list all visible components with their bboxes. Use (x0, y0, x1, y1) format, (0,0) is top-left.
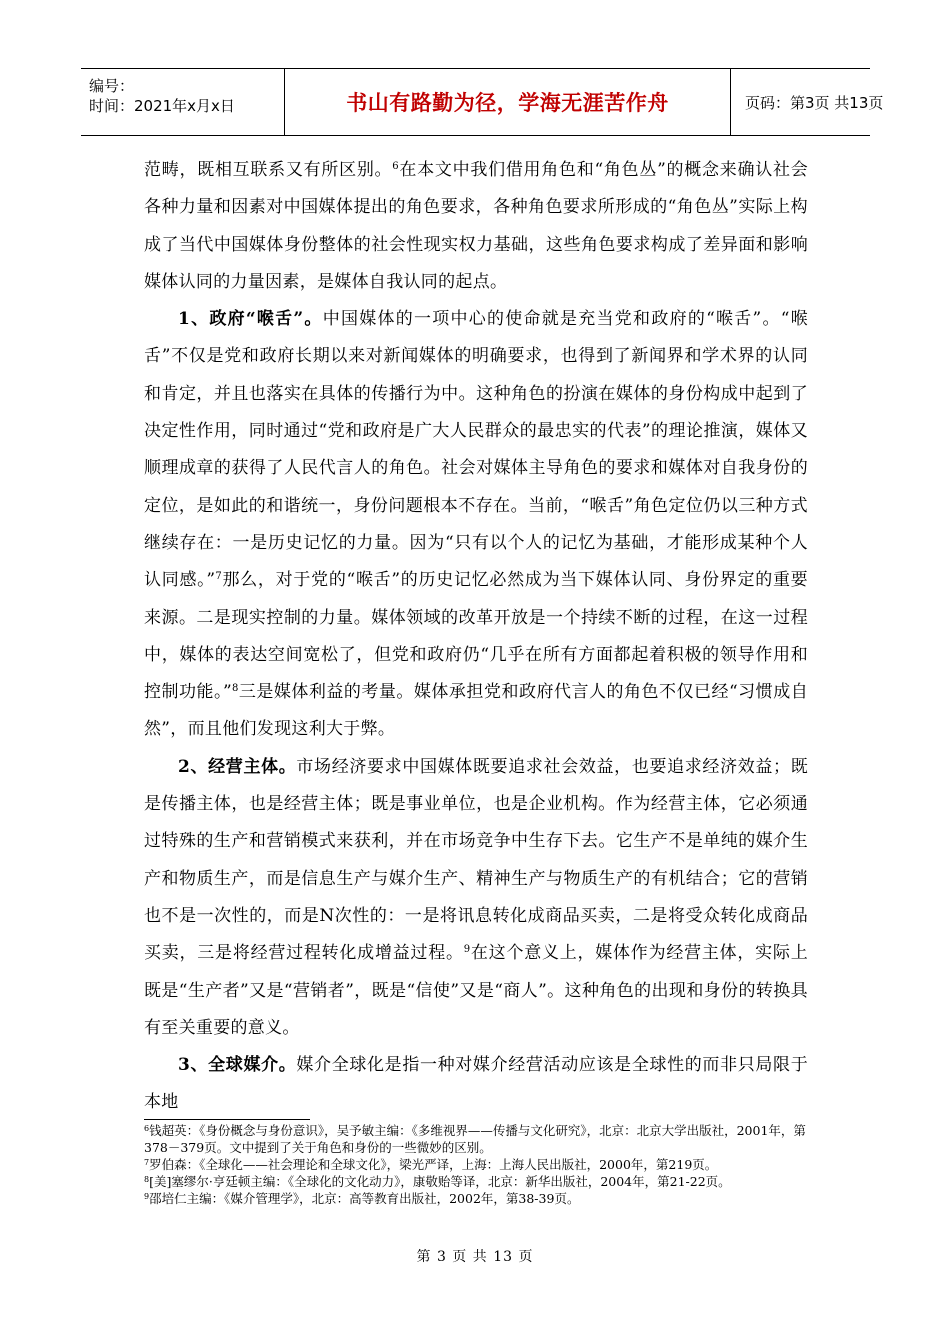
footnote-text: 罗伯森：《全球化——社会理论和全球文化》，梁光严译，上海：上海人民出版社，2000年，第219页。 (149, 1157, 718, 1172)
paragraph-text: 在这个意义上，媒体作为经营主体，实际上既是“生产者”又是“营销者”，既是“信使”又是“商人”。这种角色的出现和身份的转换具有至关重要的意义。 (144, 943, 808, 1038)
footnote-item (144, 1156, 808, 1173)
page-footer: 第 3 页 共 13 页 (416, 1249, 534, 1265)
footnote-ref[interactable]: 6 (392, 161, 399, 172)
document-time-label: 时间：2021年x月x日 (89, 97, 235, 115)
paragraph-text: 在本文中我们借用角色和“角色丛”的概念来确认社会各种力量和因素对中国媒体提出的角色要求，各种角色要求所形成的“角色丛”实际上构成了当代中国媒体身份整体的社会性现实权力基础，这些角色要求构成了差异面和影响媒体认同的力量因素，是媒体自我认同的起点。 (144, 160, 808, 292)
document-number-label: 编号： (89, 77, 135, 95)
document-body (144, 152, 808, 1122)
paragraph-text: 中国媒体的一项中心的使命就是充当党和政府的“喉舌”。“喉舌”不仅是党和政府长期以来对新闻媒体的明确要求，也得到了新闻界和学术界的认同和肯定，并且也落实在具体的传播行为中。这种角色的扮演在媒体的身份构成中起到了决定性作用，同时通过“党和政府是广大人民群众的最忠实的代表”的理论推演，媒体又顺理成章的获得了人民代言人的角色。社会对媒体主导角色的要求和媒体对自我身份的定位，是如此的和谐统一，身份问题根本不存在。当前，“喉舌”角色定位仍以三种方式继续存在：一是历史记忆的力量。因为“只有以个人的记忆为基础，才能形成某种个人认同感。” (144, 309, 808, 591)
header-page-cell (731, 69, 884, 135)
paragraph-global-media (144, 1047, 808, 1122)
footnote-item (144, 1173, 808, 1190)
footnote-ref[interactable]: 8 (232, 683, 239, 695)
footnote-text: [美]塞缪尔·亨廷顿主编：《全球化的文化动力》，康敬贻等译，北京：新华出版社，2004年，第21-22页。 (149, 1174, 731, 1189)
paragraph-text: 三是媒体利益的考量。媒体承担党和政府代言人的角色不仅已经“习惯成自然”，而且他们发现这利大于弊。 (144, 682, 808, 740)
paragraph-text: 媒介全球化是指一种对媒介经营活动应该是全球性的而非只局限于本地 (144, 1055, 808, 1113)
footnote-ref[interactable]: 7 (215, 571, 223, 583)
page-header (81, 68, 884, 136)
header-page-info: 页码：第3页 共13页 (745, 93, 884, 112)
footnote-item (144, 1190, 808, 1207)
paragraph-business-entity (144, 749, 808, 1047)
footnotes (144, 1122, 808, 1207)
section-heading: 2、经营主体。 (178, 756, 297, 777)
header-motto: 书山有路勤为径，学海无涯苦作舟 (346, 91, 669, 115)
footnote-number: 9 (144, 1192, 150, 1201)
footnote-number: 6 (144, 1124, 150, 1133)
footnote-ref[interactable]: 9 (463, 944, 471, 956)
section-heading: 1、政府“喉舌”。 (178, 309, 323, 330)
footnote-item (144, 1122, 808, 1156)
header-motto-cell (284, 69, 731, 135)
paragraph-text: 范畴，既相互联系又有所区别。 (144, 160, 393, 180)
header-meta-cell (81, 69, 284, 135)
footnote-number: 7 (144, 1158, 150, 1167)
footnote-text: 邵培仁主编：《媒介管理学》，北京：高等教育出版社，2002年，第38-39页。 (149, 1191, 580, 1206)
footnote-text: 钱超英：《身份概念与身份意识》，吴予敏主编：《多维视界——传播与文化研究》，北京：北京大学出版社，2001年，第378－379页。文中提到了关于角色和身份的一些微妙的区别。 (144, 1123, 806, 1155)
footnote-number: 8 (144, 1175, 150, 1184)
paragraph-text: 市场经济要求中国媒体既要追求社会效益，也要追求经济效益；既是传播主体，也是经营主体；既是事业单位，也是企业机构。作为经营主体，它必须通过特殊的生产和营销模式来获利，并在市场竞争中生存下去。它生产不是单纯的媒介生产和物质生产，而是信息生产与媒介生产、精神生产与物质生产的有机结合；它的营销也不是一次性的，而是N次性的：一是将讯息转化成商品买卖，二是将受众转化成商品买卖，三是将经营过程转化成增益过程。 (144, 756, 808, 964)
section-heading: 3、全球媒介。 (178, 1055, 297, 1076)
footnote-separator (144, 1119, 310, 1120)
paragraph-government-mouthpiece (144, 301, 808, 749)
paragraph-text: 那么，对于党的“喉舌”的历史记忆必然成为当下媒体认同、身份界定的重要来源。二是现实控制的力量。媒体领域的改革开放是一个持续不断的过程，在这一过程中，媒体的表达空间宽松了，但党和政府仍“几乎在所有方面都起着积极的领导作用和控制功能。” (144, 570, 808, 703)
paragraph-intro (144, 152, 808, 301)
